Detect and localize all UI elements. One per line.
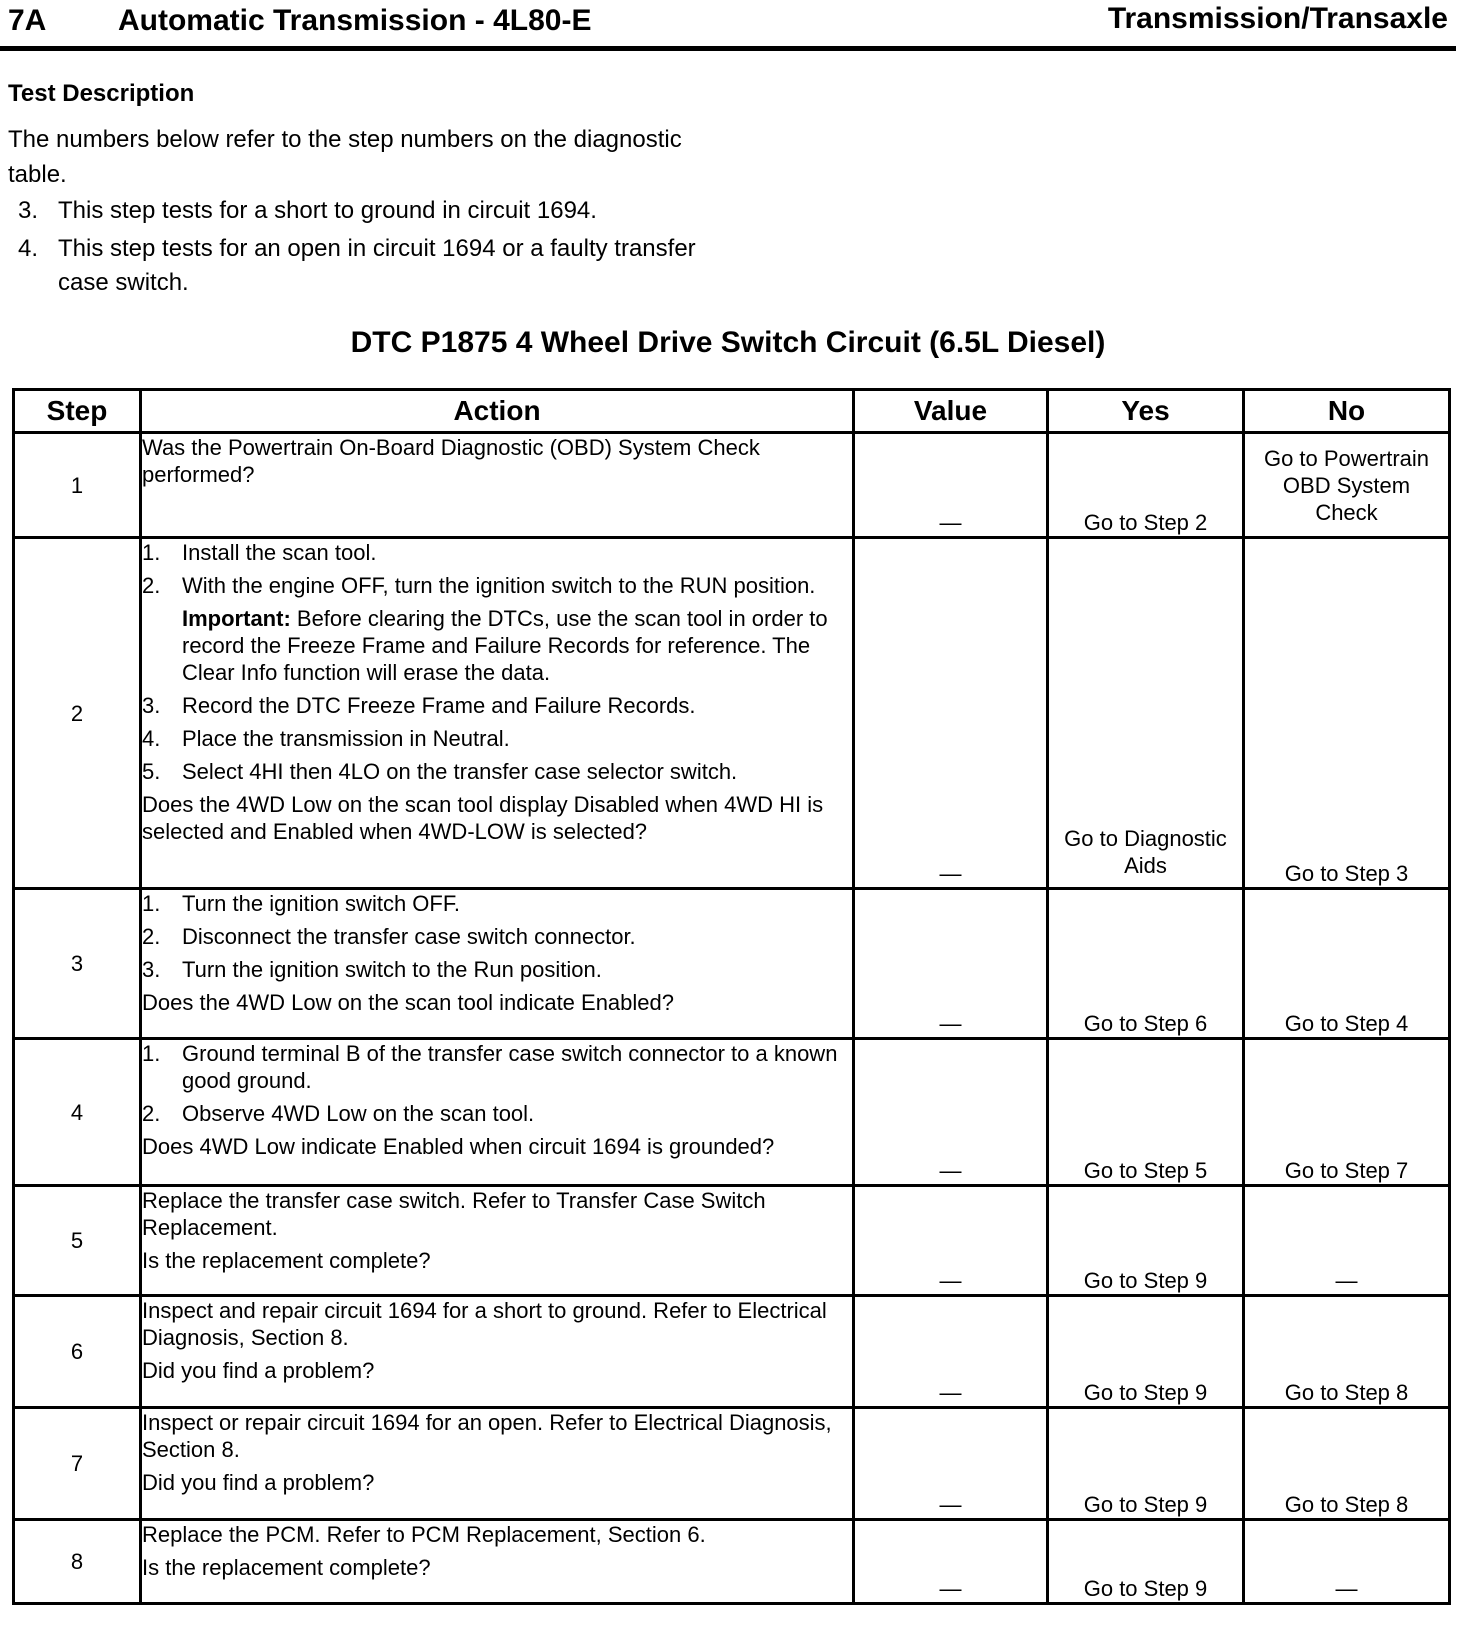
action-cell <box>141 1186 854 1296</box>
value-cell: — <box>854 1520 1048 1604</box>
table-row <box>14 1408 1450 1520</box>
table-row <box>14 433 1450 538</box>
yes-cell: Go to Step 9 <box>1048 1520 1244 1604</box>
action-cell <box>141 1408 854 1520</box>
value-cell: — <box>854 1296 1048 1408</box>
no-cell: — <box>1244 1186 1450 1296</box>
action-item: 3. Record the DTC Freeze Frame and Failure Records. <box>142 693 696 718</box>
header-no: No <box>1244 390 1450 433</box>
action-item: 1. Install the scan tool. <box>142 540 377 565</box>
header-value: Value <box>854 390 1048 433</box>
action-item: 3. Turn the ignition switch to the Run position. <box>142 957 602 982</box>
table-row <box>14 1520 1450 1604</box>
header-yes: Yes <box>1048 390 1244 433</box>
value-cell: — <box>854 1039 1048 1186</box>
action-item: 2. With the engine OFF, turn the ignition switch to the RUN position. <box>142 573 816 598</box>
table-row <box>14 1296 1450 1408</box>
table-row <box>14 1186 1450 1296</box>
action-item: 1. Turn the ignition switch OFF. <box>142 891 460 916</box>
action-cell <box>141 433 854 538</box>
section-number: 7A <box>8 4 47 37</box>
action-question: Was the Powertrain On-Board Diagnostic (OBD) System Check performed? <box>142 435 760 487</box>
table-row <box>14 1039 1450 1186</box>
step-number: 5 <box>14 1186 141 1296</box>
value-cell: — <box>854 889 1048 1039</box>
action-cell <box>141 1039 854 1186</box>
action-question: Is the replacement complete? <box>142 1248 431 1273</box>
step-number: 4 <box>14 1039 141 1186</box>
action-text: Inspect and repair circuit 1694 for a short to ground. Refer to Electrical Diagnosis, Section 8. <box>142 1298 827 1350</box>
important-note: Important: Before clearing the DTCs, use the scan tool in order to record the Freeze Frame and Failure Records for reference. The Clear Info function will erase the data. <box>182 606 828 685</box>
action-text: Replace the transfer case switch. Refer to Transfer Case Switch Replacement. <box>142 1188 766 1240</box>
action-item: 2. Disconnect the transfer case switch connector. <box>142 924 636 949</box>
action-text: Inspect or repair circuit 1694 for an open. Refer to Electrical Diagnosis, Section 8. <box>142 1410 832 1462</box>
test-description-intro: The numbers below refer to the step numbers on the diagnostic table. <box>8 126 682 188</box>
value-cell: — <box>854 1186 1048 1296</box>
step-number: 1 <box>14 433 141 538</box>
step-number: 6 <box>14 1296 141 1408</box>
no-cell: Go to Step 4 <box>1244 889 1450 1039</box>
action-question: Does the 4WD Low on the scan tool display Disabled when 4WD HI is selected and Enabled when 4WD-LOW is selected? <box>142 792 824 844</box>
header-action: Action <box>141 390 854 433</box>
chapter-title: Transmission/Transaxle <box>1107 2 1448 35</box>
action-text: Replace the PCM. Refer to PCM Replacement, Section 6. <box>142 1522 706 1547</box>
header-rule <box>0 46 1456 51</box>
action-item: 2. Observe 4WD Low on the scan tool. <box>142 1101 535 1126</box>
item-number: 4. <box>18 235 39 262</box>
action-question: Does 4WD Low indicate Enabled when circuit 1694 is grounded? <box>142 1134 775 1159</box>
no-cell: Go to Step 3 <box>1244 538 1450 889</box>
action-item: 4. Place the transmission in Neutral. <box>142 726 510 751</box>
table-row <box>14 889 1450 1039</box>
action-cell <box>141 1296 854 1408</box>
action-question: Is the replacement complete? <box>142 1555 431 1580</box>
yes-cell: Go to Step 5 <box>1048 1039 1244 1186</box>
page-header <box>0 0 1456 54</box>
table-title: DTC P1875 4 Wheel Drive Switch Circuit (6.5L Diesel) <box>350 326 1106 359</box>
test-description-item <box>18 194 718 228</box>
yes-cell: Go to Step 9 <box>1048 1296 1244 1408</box>
no-cell: Go to Step 7 <box>1244 1039 1450 1186</box>
yes-cell: Go to Step 9 <box>1048 1186 1244 1296</box>
item-number: 3. <box>18 197 39 224</box>
test-description-list <box>18 194 718 304</box>
value-cell: — <box>854 433 1048 538</box>
action-item: 1. Ground terminal B of the transfer case switch connector to a known good ground. <box>142 1041 838 1093</box>
action-question: Did you find a problem? <box>142 1358 375 1383</box>
test-description-item <box>18 232 718 300</box>
no-cell: Go to Step 8 <box>1244 1408 1450 1520</box>
no-cell: — <box>1244 1520 1450 1604</box>
table-header-row <box>14 390 1450 433</box>
action-cell <box>141 1520 854 1604</box>
value-cell: — <box>854 1408 1048 1520</box>
action-question: Did you find a problem? <box>142 1470 375 1495</box>
yes-cell: Go to Step 6 <box>1048 889 1244 1039</box>
no-cell: Go to Step 8 <box>1244 1296 1450 1408</box>
diagnostic-table <box>12 388 1451 1605</box>
page-title: Automatic Transmission - 4L80-E <box>118 4 592 37</box>
yes-cell: Go to Step 9 <box>1048 1408 1244 1520</box>
action-cell <box>141 889 854 1039</box>
test-description-title: Test Description <box>8 80 195 107</box>
yes-cell: Go to Step 2 <box>1048 433 1244 538</box>
table-row <box>14 538 1450 889</box>
header-step: Step <box>14 390 141 433</box>
step-number: 8 <box>14 1520 141 1604</box>
item-text: This step tests for a short to ground in circuit 1694. <box>58 197 597 224</box>
step-number: 3 <box>14 889 141 1039</box>
action-item: 5. Select 4HI then 4LO on the transfer case selector switch. <box>142 759 738 784</box>
step-number: 2 <box>14 538 141 889</box>
action-cell <box>141 538 854 889</box>
value-cell: — <box>854 538 1048 889</box>
step-number: 7 <box>14 1408 141 1520</box>
yes-cell: Go to Diagnostic Aids <box>1048 538 1244 889</box>
item-text: This step tests for an open in circuit 1694 or a faulty transfer case switch. <box>58 235 696 296</box>
no-cell: Go to Powertrain OBD System Check <box>1244 433 1450 538</box>
action-question: Does the 4WD Low on the scan tool indicate Enabled? <box>142 990 674 1015</box>
